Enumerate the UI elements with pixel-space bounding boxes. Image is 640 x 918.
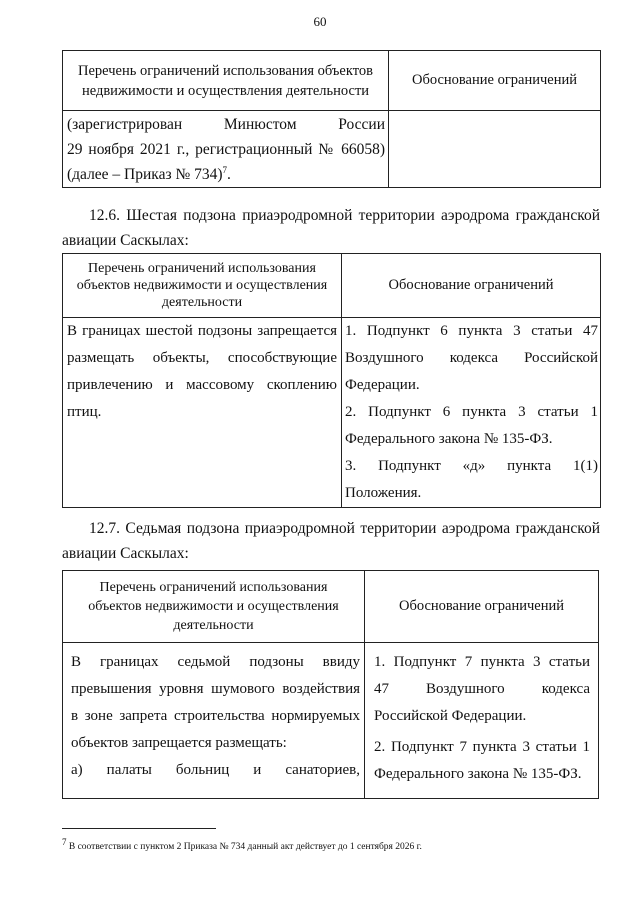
- table1-body-left: [63, 111, 389, 188]
- table1-header-left-line: недвижимости и осуществления деятельности: [81, 82, 370, 99]
- restrictions-table-continued: [62, 50, 601, 188]
- table2-right-line: Федерального закона № 135-ФЗ.: [345, 431, 553, 447]
- table2-left-line: В границах шестой подзоны запрещается: [67, 323, 337, 339]
- table1-body-right: [389, 111, 601, 188]
- section-12-7-heading: [62, 516, 600, 566]
- table2-right-line: Воздушного кодекса Российской: [345, 350, 598, 366]
- table3-header-left-line: Перечень ограничений использования: [99, 580, 328, 595]
- table2-right-line: Федерации.: [345, 377, 420, 393]
- table2-header-right: Обоснование ограничений: [342, 254, 601, 318]
- table1-body-line: (зарегистрирован Минюстом России: [67, 116, 385, 133]
- table2-right-line: Положения.: [345, 485, 422, 501]
- section-12-6-line: 12.6. Шестая подзона приаэродромной территории аэродрома гражданской: [89, 207, 600, 224]
- section-12-7-line: авиации Саскылах:: [62, 545, 189, 562]
- restrictions-table-subzone-6: [62, 253, 601, 508]
- footnote-text: В соответствии с пунктом 2 Приказа № 734 данный акт действует до 1 сентября 2026 г.: [68, 842, 422, 853]
- table2-right-line: 2. Подпункт 6 пункта 3 статьи 1: [345, 404, 598, 420]
- table3-right-line: 2. Подпункт 7 пункта 3 статьи 1: [374, 739, 590, 755]
- table3-body-left: [63, 643, 365, 799]
- table3-header-left-line: деятельности: [173, 618, 254, 633]
- table2-header-left-line: объектов недвижимости и осуществления: [76, 278, 328, 293]
- table1-header-left: [63, 51, 389, 111]
- table2-right-line: 1. Подпункт 6 пункта 3 статьи 47: [345, 323, 598, 339]
- table3-left-line: в зоне запрета строительства нормируемых: [71, 708, 360, 724]
- table1-body-line: 29 ноября 2021 г., регистрационный № 66058): [67, 141, 385, 158]
- footnote-marker: 7: [62, 837, 67, 847]
- restrictions-table-subzone-7: [62, 570, 599, 799]
- table3-left-line: а) палаты больниц и санаториев,: [71, 762, 360, 778]
- table3-header-left: [63, 571, 365, 643]
- table3-right-line: 1. Подпункт 7 пункта 3 статьи: [374, 654, 590, 670]
- table2-left-line: привлечению и массовому скоплению: [67, 377, 337, 393]
- table2-header-left-line: Перечень ограничений использования: [88, 261, 316, 276]
- section-12-7-line: 12.7. Седьмая подзона приаэродромной территории аэродрома гражданской: [89, 520, 600, 537]
- table2-body-left: [63, 318, 342, 508]
- table2-left-line: птиц.: [67, 404, 102, 420]
- table3-header-right: Обоснование ограничений: [365, 571, 599, 643]
- section-12-6-line: авиации Саскылах:: [62, 232, 189, 249]
- section-12-6-heading: [62, 203, 600, 253]
- table1-header-left-line: Перечень ограничений использования объектов: [78, 62, 373, 79]
- table3-left-line: объектов запрещается размещать:: [71, 735, 287, 751]
- table3-header-left-line: объектов недвижимости и осуществления: [88, 599, 339, 614]
- table3-body-right: [365, 643, 599, 799]
- table1-body-line-last: (далее – Приказ № 734)$^7$.: [67, 164, 231, 183]
- table2-header-left-line: деятельности: [161, 295, 243, 310]
- table2-left-line: размещать объекты, способствующие: [67, 350, 337, 366]
- footnote-ref: 7: [222, 164, 228, 175]
- table2-right-line: 3. Подпункт «д» пункта 1(1): [345, 458, 598, 474]
- table1-header-right: Обоснование ограничений: [389, 51, 601, 111]
- table3-left-line: превышения уровня шумового воздействия: [71, 681, 360, 697]
- page-number: 60: [313, 14, 327, 29]
- table3-left-line: В границах седьмой подзоны ввиду: [71, 654, 360, 670]
- table2-body-right: [342, 318, 601, 508]
- footnote: [62, 837, 422, 853]
- table3-right-line: Российской Федерации.: [374, 708, 527, 724]
- table3-right-line: Федерального закона № 135-ФЗ.: [374, 766, 582, 782]
- table3-right-line: 47 Воздушного кодекса: [374, 681, 590, 697]
- table1-body-text: (далее – Приказ № 734): [67, 166, 223, 183]
- footnote-divider: [62, 828, 216, 829]
- table2-header-left: [63, 254, 342, 318]
